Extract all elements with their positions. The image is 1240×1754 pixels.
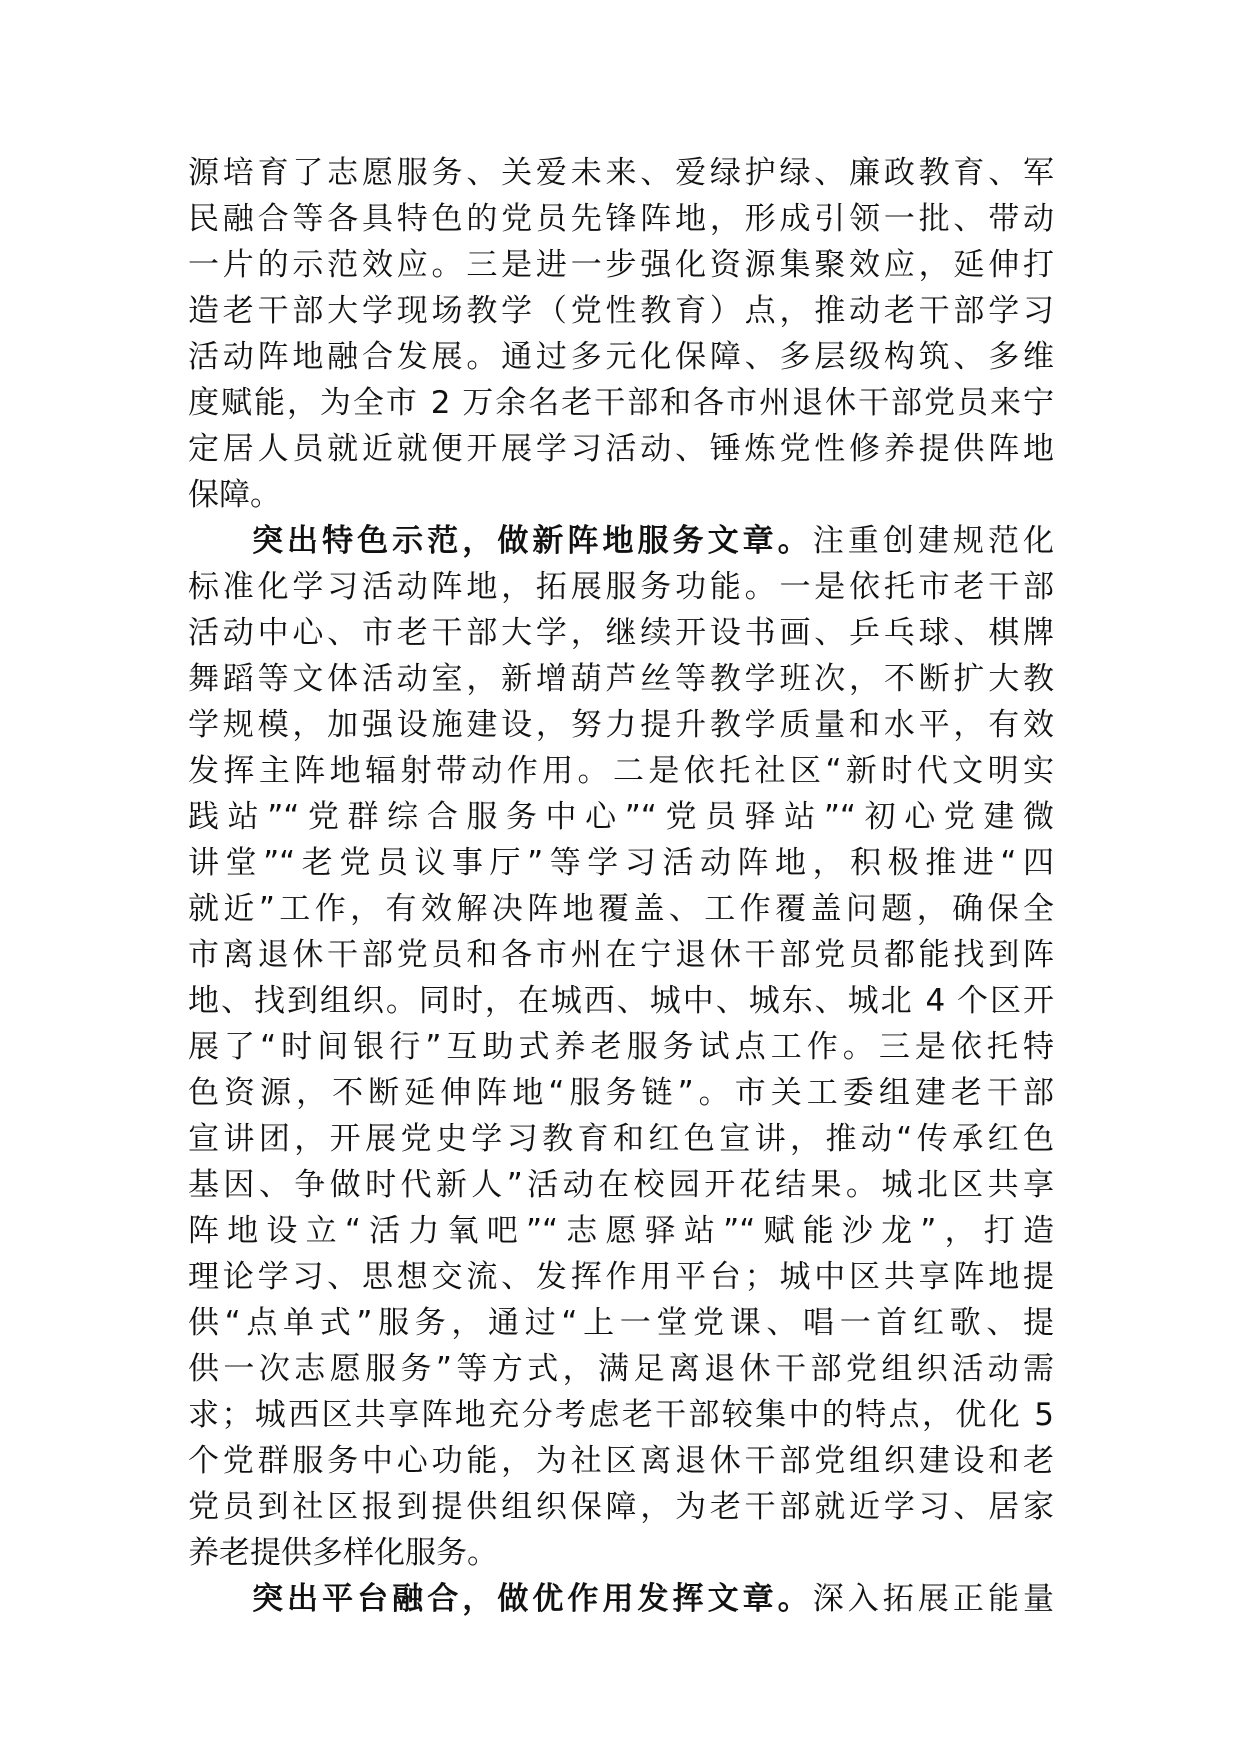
line-text: 个党群服务中心功能，为社区离退休干部党组织建设和老 [188,1443,1054,1479]
text-line [188,1346,1054,1392]
line-text: 地、找到组织。同时，在城西、城中、城东、城北 4 个区开 [188,983,1054,1019]
line-text: 定居人员就近就便开展学习活动、锤炼党性修养提供阵地 [188,431,1054,467]
line-text: 理论学习、思想交流、发挥作用平台；城中区共享阵地提 [188,1259,1054,1295]
line-text: 活动中心、市老干部大学，继续开设书画、乒乓球、棋牌 [188,615,1054,651]
paragraph-resources-continued [188,150,1054,518]
line-text: 色资源，不断延伸阵地“服务链”。市关工委组建老干部 [188,1075,1054,1111]
line-text: 造老干部大学现场教学（党性教育）点，推动老干部学习 [188,293,1054,329]
text-line [188,242,1054,288]
line-text: 基因、争做时代新人”活动在校园开花结果。城北区共享 [188,1167,1054,1203]
line-text: 学规模，加强设施建设，努力提升教学质量和水平，有效 [188,707,1054,743]
text-line [188,426,1054,472]
text-line [188,656,1054,702]
line-text: 宣讲团，开展党史学习教育和红色宣讲，推动“传承红色 [188,1121,1054,1157]
text-line [188,702,1054,748]
line-text: 保障。 [188,477,281,513]
text-line [188,1300,1054,1346]
line-text: 舞蹈等文体活动室，新增葫芦丝等教学班次，不断扩大教 [188,661,1054,697]
text-line [188,1162,1054,1208]
text-line [188,564,1054,610]
line-text: 讲堂”“老党员议事厅”等学习活动阵地，积极推进“四 [188,845,1054,881]
line-text: 深入拓展正能量 [812,1581,1055,1617]
text-line [188,794,1054,840]
text-line [188,978,1054,1024]
text-line [188,1576,1054,1622]
text-line [188,334,1054,380]
text-line [188,886,1054,932]
text-line [188,518,1054,564]
line-text: 供一次志愿服务”等方式，满足离退休干部党组织活动需 [188,1351,1054,1387]
paragraph-heading: 突出特色示范，做新阵地服务文章。 [252,523,813,559]
line-text: 活动阵地融合发展。通过多元化保障、多层级构筑、多维 [188,339,1054,375]
text-line [188,1530,1054,1576]
paragraph-service-demonstration [188,518,1054,1576]
text-line [188,1254,1054,1300]
line-text: 阵地设立“活力氧吧”“志愿驿站”“赋能沙龙”，打造 [188,1213,1054,1249]
line-text: 就近”工作，有效解决阵地覆盖、工作覆盖问题，确保全 [188,891,1054,927]
text-line [188,1484,1054,1530]
text-line [188,932,1054,978]
text-line [188,288,1054,334]
text-line [188,1392,1054,1438]
line-text: 一片的示范效应。三是进一步强化资源集聚效应，延伸打 [188,247,1054,283]
line-text: 民融合等各具特色的党员先锋阵地，形成引领一批、带动 [188,201,1054,237]
text-line [188,150,1054,196]
text-line [188,1116,1054,1162]
line-text: 发挥主阵地辐射带动作用。二是依托社区“新时代文明实 [188,753,1054,789]
text-line [188,1070,1054,1116]
text-line [188,196,1054,242]
line-text: 标准化学习活动阵地，拓展服务功能。一是依托市老干部 [188,569,1054,605]
line-text: 市离退休干部党员和各市州在宁退休干部党员都能找到阵 [188,937,1054,973]
paragraph-platform-integration [188,1576,1054,1622]
line-text: 求；城西区共享阵地充分考虑老干部较集中的特点，优化 5 [188,1397,1054,1433]
text-line [188,1208,1054,1254]
document-body [188,150,1054,1622]
text-line [188,1438,1054,1484]
text-line [188,1024,1054,1070]
line-text: 供“点单式”服务，通过“上一堂党课、唱一首红歌、提 [188,1305,1054,1341]
line-text: 践站”“党群综合服务中心”“党员驿站”“初心党建微 [188,799,1054,835]
line-text: 注重创建规范化 [812,523,1055,559]
paragraph-heading: 突出平台融合，做优作用发挥文章。 [252,1581,813,1617]
line-text: 度赋能，为全市 2 万余名老干部和各市州退休干部党员来宁 [188,385,1054,421]
text-line [188,472,1054,518]
line-text: 养老提供多样化服务。 [188,1535,498,1571]
text-line [188,840,1054,886]
line-text: 党员到社区报到提供组织保障，为老干部就近学习、居家 [188,1489,1054,1525]
text-line [188,748,1054,794]
text-line [188,610,1054,656]
text-line [188,380,1054,426]
line-text: 源培育了志愿服务、关爱未来、爱绿护绿、廉政教育、军 [188,155,1054,191]
line-text: 展了“时间银行”互助式养老服务试点工作。三是依托特 [188,1029,1054,1065]
